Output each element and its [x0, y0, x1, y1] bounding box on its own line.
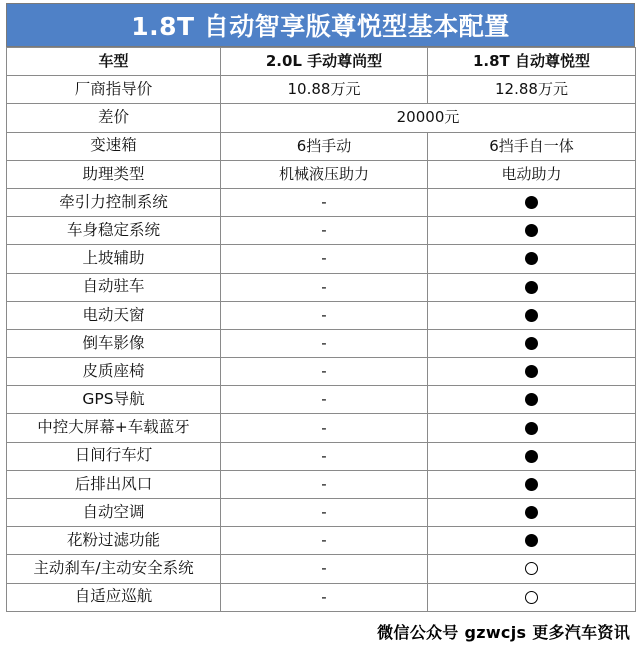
feature-label: 日间行车灯: [7, 442, 221, 470]
row-label: 变速箱: [7, 132, 221, 160]
row-label: 厂商指导价: [7, 76, 221, 104]
feature-value-a: [221, 414, 428, 442]
table-row: [7, 414, 636, 442]
row-label: 差价: [7, 104, 221, 132]
not-available-mark: -: [321, 559, 327, 578]
price-a: 10.88万元: [221, 76, 428, 104]
feature-value-a: [221, 217, 428, 245]
feature-value-a: [221, 188, 428, 216]
not-available-mark: -: [321, 418, 327, 437]
filled-circle-icon: [525, 337, 538, 350]
table-row: [7, 245, 636, 273]
feature-value-b: [428, 470, 636, 498]
feature-value-b: [428, 527, 636, 555]
feature-value-a: [221, 527, 428, 555]
feature-label: 电动天窗: [7, 301, 221, 329]
table-row: [7, 442, 636, 470]
config-table: [6, 47, 636, 612]
not-available-mark: -: [321, 221, 327, 240]
feature-label: 自动空调: [7, 499, 221, 527]
not-available-mark: -: [321, 333, 327, 352]
feature-value-a: [221, 358, 428, 386]
filled-circle-icon: [525, 450, 538, 463]
feature-value-a: [221, 329, 428, 357]
filled-circle-icon: [525, 365, 538, 378]
feature-label: 倒车影像: [7, 329, 221, 357]
feature-label: 自动驻车: [7, 273, 221, 301]
filled-circle-icon: [525, 534, 538, 547]
footer-note: 微信公众号 gzwcjs 更多汽车资讯: [377, 623, 630, 642]
feature-label: 上坡辅助: [7, 245, 221, 273]
feature-value-b: [428, 188, 636, 216]
table-header-row: [7, 48, 636, 76]
row-label: 助理类型: [7, 160, 221, 188]
feature-value-b: [428, 301, 636, 329]
feature-value-b: [428, 273, 636, 301]
spec-row-transmission: [7, 132, 636, 160]
not-available-mark: -: [321, 305, 327, 324]
filled-circle-icon: [525, 478, 538, 491]
table-row: [7, 273, 636, 301]
filled-circle-icon: [525, 393, 538, 406]
not-available-mark: -: [321, 277, 327, 296]
price-b: 12.88万元: [428, 76, 636, 104]
hollow-circle-icon: [525, 591, 538, 604]
feature-label: 牵引力控制系统: [7, 188, 221, 216]
not-available-mark: -: [321, 249, 327, 268]
not-available-mark: -: [321, 193, 327, 212]
diff-row: [7, 104, 636, 132]
hollow-circle-icon: [525, 562, 538, 575]
feature-label: 车身稳定系统: [7, 217, 221, 245]
feature-value-a: [221, 245, 428, 273]
feature-value-b: [428, 217, 636, 245]
feature-value-b: [428, 386, 636, 414]
config-sheet: [6, 3, 635, 612]
table-row: [7, 555, 636, 583]
filled-circle-icon: [525, 252, 538, 265]
feature-value-a: [221, 442, 428, 470]
feature-label: 主动刹车/主动安全系统: [7, 555, 221, 583]
feature-value-a: [221, 499, 428, 527]
feature-value-a: [221, 301, 428, 329]
table-row: [7, 386, 636, 414]
feature-label: 中控大屏幕+车载蓝牙: [7, 414, 221, 442]
filled-circle-icon: [525, 506, 538, 519]
filled-circle-icon: [525, 422, 538, 435]
table-row: [7, 301, 636, 329]
feature-value-a: [221, 470, 428, 498]
header-cell-model: 车型: [7, 48, 221, 76]
not-available-mark: -: [321, 587, 327, 606]
filled-circle-icon: [525, 309, 538, 322]
not-available-mark: -: [321, 474, 327, 493]
not-available-mark: -: [321, 362, 327, 381]
not-available-mark: -: [321, 503, 327, 522]
filled-circle-icon: [525, 281, 538, 294]
table-row: [7, 499, 636, 527]
filled-circle-icon: [525, 196, 538, 209]
not-available-mark: -: [321, 531, 327, 550]
feature-value-b: [428, 358, 636, 386]
header-cell-trim-b: 1.8T 自动尊悦型: [428, 48, 636, 76]
feature-value-b: [428, 442, 636, 470]
spec-b: 6挡手自一体: [428, 132, 636, 160]
price-row: [7, 76, 636, 104]
filled-circle-icon: [525, 224, 538, 237]
feature-label: 后排出风口: [7, 470, 221, 498]
feature-label: 花粉过滤功能: [7, 527, 221, 555]
feature-value-b: [428, 555, 636, 583]
feature-value-b: [428, 414, 636, 442]
feature-label: 自适应巡航: [7, 583, 221, 611]
feature-value-b: [428, 499, 636, 527]
feature-value-b: [428, 245, 636, 273]
table-row: [7, 217, 636, 245]
page-title: 1.8T 自动智享版尊悦型基本配置: [6, 3, 635, 47]
diff-value: 20000元: [221, 104, 636, 132]
feature-value-a: [221, 273, 428, 301]
header-cell-trim-a: 2.0L 手动尊尚型: [221, 48, 428, 76]
feature-label: GPS导航: [7, 386, 221, 414]
spec-a: 机械液压助力: [221, 160, 428, 188]
feature-label: 皮质座椅: [7, 358, 221, 386]
table-row: [7, 470, 636, 498]
feature-value-a: [221, 583, 428, 611]
not-available-mark: -: [321, 390, 327, 409]
feature-value-b: [428, 329, 636, 357]
table-row: [7, 527, 636, 555]
spec-a: 6挡手动: [221, 132, 428, 160]
spec-b: 电动助力: [428, 160, 636, 188]
not-available-mark: -: [321, 446, 327, 465]
table-row: [7, 188, 636, 216]
feature-value-a: [221, 555, 428, 583]
spec-row-steering: [7, 160, 636, 188]
table-row: [7, 583, 636, 611]
feature-value-b: [428, 583, 636, 611]
table-row: [7, 329, 636, 357]
feature-value-a: [221, 386, 428, 414]
table-row: [7, 358, 636, 386]
